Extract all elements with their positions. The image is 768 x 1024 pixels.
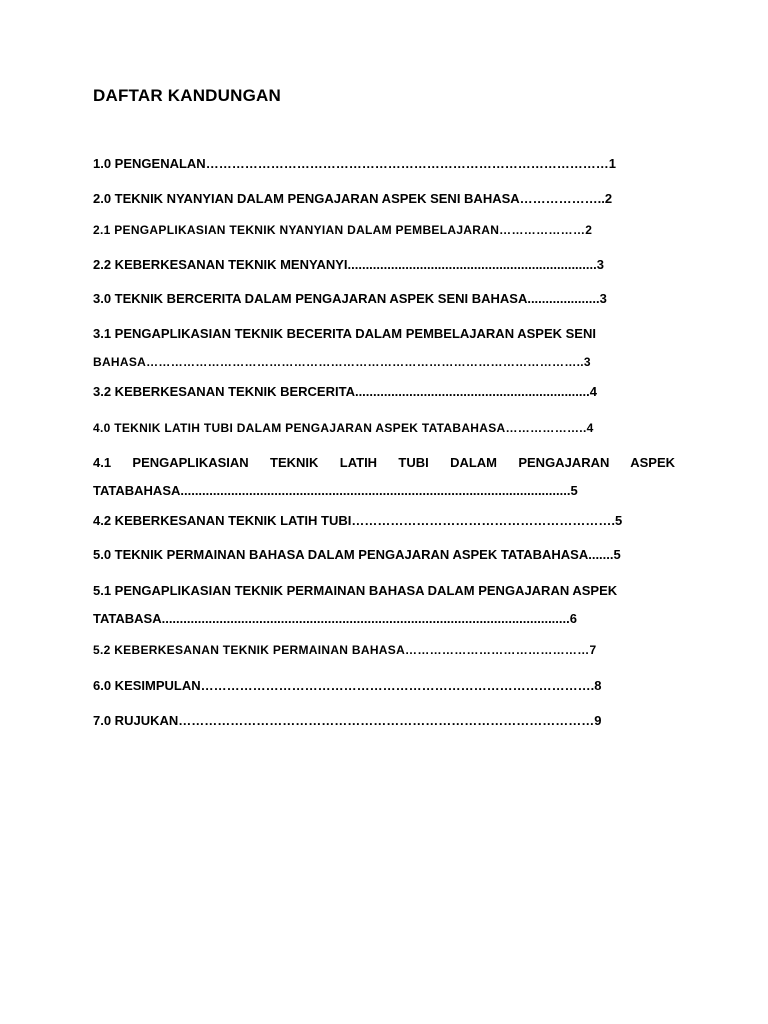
toc-entry-text: 3.0 TEKNIK BERCERITA DALAM PENGAJARAN ASPEK SENI BAHASA....................3 [93,291,607,306]
toc-entry-6-0 [93,672,675,700]
toc-entry-line-2: BAHASA……………………………………………………………………………………………..3 [93,355,591,369]
toc-entry-3-0 [93,285,675,313]
toc-entry-7-0 [93,707,675,735]
toc-entry-2-2 [93,251,675,279]
page-title: DAFTAR KANDUNGAN [93,86,281,105]
toc-entry-2-0 [93,185,675,213]
toc-entry-text: 2.0 TEKNIK NYANYIAN DALAM PENGAJARAN ASPEK SENI BAHASA………………..2 [93,191,613,206]
toc-entry-line-2: TATABASA.................................................................................................................6 [93,611,577,626]
toc-entry-text: 4.0 TEKNIK LATIH TUBI DALAM PENGAJARAN ASPEK TATABAHASA………………..4 [93,421,594,435]
toc-entry-line-1: 3.1 PENGAPLIKASIAN TEKNIK BECERITA DALAM PEMBELAJARAN ASPEK SENI [93,326,596,341]
toc-entry-text: 1.0 PENGENALAN…………………………………………………………………………………1 [93,156,616,171]
toc-entry-4-0 [93,414,675,442]
toc-entry-text: 5.2 KEBERKESANAN TEKNIK PERMAINAN BAHASA………………………………………7 [93,643,597,657]
toc-entry-line-2: TATABAHASA............................................................................................................5 [93,483,578,498]
toc-entry-text: 5.0 TEKNIK PERMAINAN BAHASA DALAM PENGAJARAN ASPEK TATABAHASA.......5 [93,547,621,562]
toc-entry-3-2 [93,378,675,406]
toc-entry-text: 4.2 KEBERKESANAN TEKNIK LATIH TUBI…………………………………………………….5 [93,513,623,528]
toc-entry-line-1: 4.1 PENGAPLIKASIAN TEKNIK LATIH TUBI DALAM PENGAJARAN ASPEK [93,455,675,470]
toc-entry-5-1 [93,577,675,633]
toc-entry-4-2 [93,507,675,535]
toc-entry-1-0 [93,150,675,178]
toc-entry-5-2 [93,636,675,664]
toc-entry-text: 2.2 KEBERKESANAN TEKNIK MENYANYI.....................................................................3 [93,257,604,272]
toc-entry-2-1 [93,216,675,244]
toc-entry-3-1 [93,320,675,376]
toc-entry-4-1 [93,449,675,505]
toc-entry-text: 6.0 KESIMPULAN……………………………………………………………………………….8 [93,678,602,693]
toc-entry-text: 7.0 RUJUKAN……………………………………………………………………………………9 [93,713,602,728]
toc-entry-line-1: 5.1 PENGAPLIKASIAN TEKNIK PERMAINAN BAHASA DALAM PENGAJARAN ASPEK [93,583,618,598]
toc-entry-5-0 [93,541,675,569]
toc-entry-text: 2.1 PENGAPLIKASIAN TEKNIK NYANYIAN DALAM PEMBELAJARAN…………………2 [93,223,593,237]
toc-entry-text: 3.2 KEBERKESANAN TEKNIK BERCERITA.................................................................4 [93,384,597,399]
